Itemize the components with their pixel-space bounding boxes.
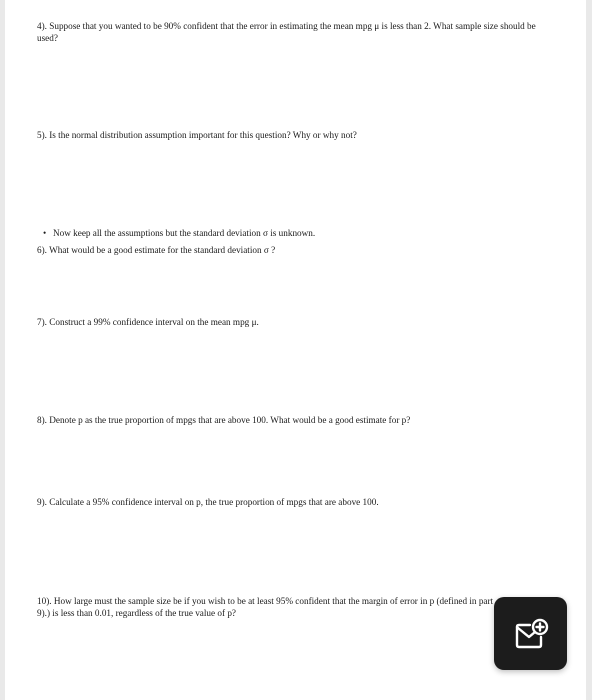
- question-9: 9). Calculate a 95% confidence interval on p, the true proportion of mpgs that are above 100.: [37, 497, 379, 507]
- question-4: 4). Suppose that you wanted to be 90% confident that the error in estimating the mean mpg μ is less than 2. What sample size should be used?: [37, 21, 536, 43]
- bullet-dot: •: [43, 228, 47, 238]
- question-8: 8). Denote p as the true proportion of mpgs that are above 100. What would be a good estimate for p?: [37, 415, 411, 425]
- question-7: 7). Construct a 99% confidence interval on the mean mpg μ.: [37, 317, 259, 327]
- question-10: 10). How large must the sample size be if you wish to be at least 95% confident that the margin of error in p (defined in part 9).) is less than 0.01, regardless of the true value of p?: [37, 596, 494, 618]
- question-5: 5). Is the normal distribution assumption important for this question? Why or why not?: [37, 130, 357, 140]
- assumption-text: Now keep all the assumptions but the standard deviation σ is unknown.: [53, 228, 316, 238]
- mail-add-icon: [513, 618, 549, 650]
- document-page: [5, 0, 586, 700]
- compose-button[interactable]: [494, 597, 567, 670]
- question-6: 6). What would be a good estimate for the standard deviation σ ?: [37, 245, 276, 255]
- assumption-bullet: [43, 228, 553, 240]
